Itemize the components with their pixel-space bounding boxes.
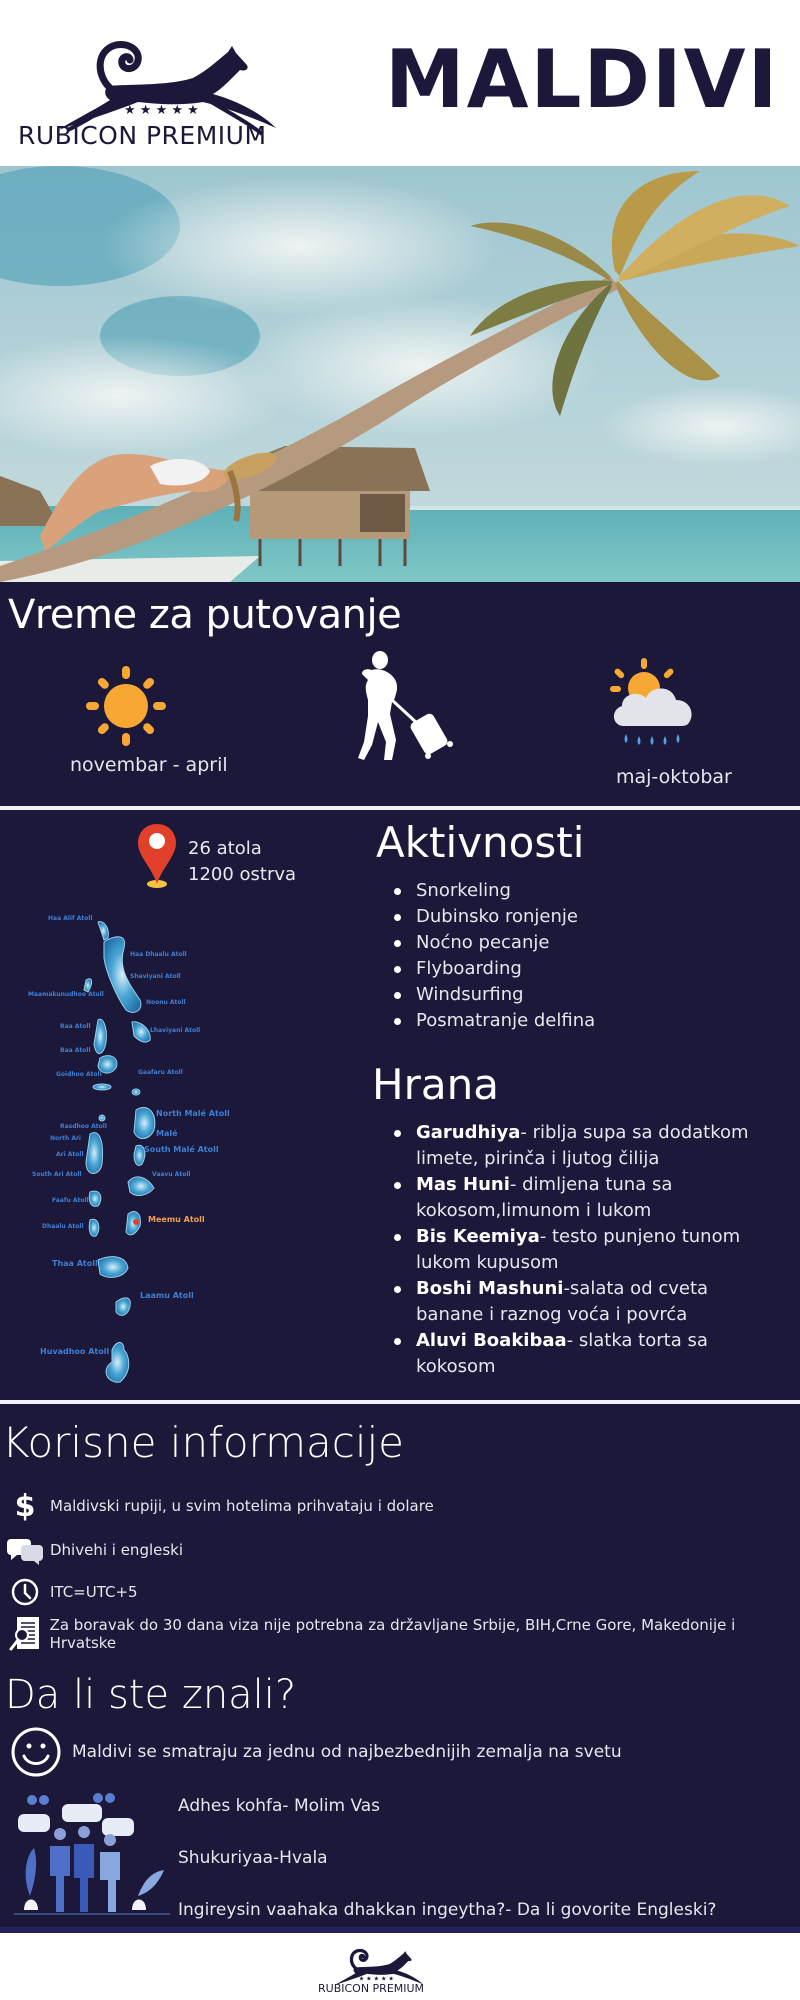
svg-text:South Ari Atoll: South Ari Atoll — [32, 1171, 82, 1178]
svg-text:Shaviyani Atoll: Shaviyani Atoll — [130, 973, 181, 980]
svg-text:Vaavu Atoll: Vaavu Atoll — [152, 1171, 191, 1178]
info-row-timezone — [0, 1572, 138, 1612]
map-activities-food-section — [0, 812, 800, 1402]
smiley-icon — [0, 1726, 72, 1778]
svg-text:★ ★ ★ ★ ★: ★ ★ ★ ★ ★ — [124, 103, 199, 118]
svg-text:Raa Atoll: Raa Atoll — [60, 1023, 91, 1030]
list-item: Flyboarding — [386, 956, 595, 982]
useful-info-section — [0, 1406, 800, 1926]
svg-text:Maamakunudhoo Atoll: Maamakunudhoo Atoll — [28, 991, 104, 998]
phrase-do-you-speak-english: Ingireysin vaahaka dhakkan ingeytha?- Da li govorite Engleski? — [178, 1900, 717, 1920]
fact-text: Maldivi se smatraju za jednu od najbezbednijih zemalja na svetu — [72, 1742, 622, 1762]
dry-season-label: novembar - april — [70, 754, 228, 776]
dish-name: Garudhiya — [416, 1122, 521, 1143]
dish-name: Mas Huni — [416, 1174, 510, 1195]
list-item: Snorkeling — [386, 878, 595, 904]
svg-text:Malé: Malé — [156, 1129, 178, 1138]
info-text: Za boravak do 30 dana viza nije potrebna za državljane Srbije, BIH,Crne Gore, Makedonije i Hrvatske — [49, 1616, 736, 1652]
section-divider — [0, 1400, 800, 1404]
activities-list — [386, 878, 595, 1034]
dish-desc: - riblja supa sa dodatkom limete, pirinča i ljutog čilija — [416, 1122, 749, 1169]
atolls-count: 26 atola — [188, 838, 262, 859]
info-text: ITC=UTC+5 — [50, 1583, 138, 1601]
food-list — [386, 1120, 756, 1380]
svg-text:Rasdhoo Atoll: Rasdhoo Atoll — [60, 1123, 107, 1130]
section-title-travel-time: Vreme za putovanje — [8, 592, 402, 638]
section-title-activities: Aktivnosti — [376, 818, 585, 867]
section-title-food: Hrana — [372, 1060, 499, 1109]
svg-text:RUBICON PREMIUM: RUBICON PREMIUM — [18, 121, 267, 150]
people-talking-illustration — [14, 1792, 170, 1918]
svg-text:South Malé Atoll: South Malé Atoll — [144, 1145, 219, 1154]
wet-season-label: maj-oktobar — [616, 766, 732, 788]
dish-name: Bis Keemiya — [416, 1226, 540, 1247]
leaping-cat-logo-icon — [318, 1938, 428, 1996]
svg-text:Huvadhoo Atoll: Huvadhoo Atoll — [40, 1347, 110, 1356]
svg-text:Ari Atoll: Ari Atoll — [56, 1151, 84, 1158]
dish-desc: -salata od cveta banane i raznog voća i povrća — [416, 1278, 709, 1325]
list-item — [386, 1328, 756, 1380]
list-item — [386, 1224, 756, 1276]
sun-cloud-rain-icon — [606, 656, 700, 752]
dish-desc: - slatka torta sa kokosom — [416, 1330, 708, 1377]
svg-text:Noonu Atoll: Noonu Atoll — [146, 999, 186, 1006]
sun-icon — [84, 664, 168, 748]
fact-row-safety — [0, 1724, 622, 1780]
svg-text:Haa Dhaalu Atoll: Haa Dhaalu Atoll — [130, 951, 187, 958]
svg-text:Goidhoo Atoll: Goidhoo Atoll — [56, 1071, 102, 1078]
dish-name: Boshi Mashuni — [416, 1278, 564, 1299]
location-pin-icon — [138, 824, 176, 890]
phrase-thank-you: Shukuriyaa-Hvala — [178, 1848, 328, 1868]
list-item: Windsurfing — [386, 982, 595, 1008]
phrase-please: Adhes kohfa- Molim Vas — [178, 1796, 381, 1816]
svg-text:Meemu Atoll: Meemu Atoll — [148, 1215, 205, 1224]
section-title-useful-info: Korisne informacije — [2, 1418, 404, 1467]
document-search-icon — [0, 1615, 50, 1653]
info-row-language — [0, 1530, 183, 1570]
page-title: MALDIVI — [385, 33, 780, 126]
list-item — [386, 1276, 756, 1328]
rubicon-logo — [18, 20, 288, 150]
svg-text:Faafu Atoll: Faafu Atoll — [52, 1197, 89, 1204]
svg-text:Lhaviyani Atoll: Lhaviyani Atoll — [150, 1027, 201, 1034]
info-row-visa — [0, 1614, 800, 1654]
svg-text:Thaa Atoll: Thaa Atoll — [52, 1259, 98, 1268]
header — [0, 0, 800, 166]
svg-text:North Malé Atoll: North Malé Atoll — [156, 1109, 230, 1118]
list-item: Posmatranje delfina — [386, 1008, 595, 1034]
svg-text:Baa Atoll: Baa Atoll — [60, 1047, 91, 1054]
traveler-with-suitcase-icon — [358, 650, 464, 762]
list-item — [386, 1172, 756, 1224]
hero-image — [0, 166, 800, 582]
info-text: Dhivehi i engleski — [50, 1541, 184, 1559]
clock-icon — [0, 1577, 50, 1607]
maldives-atolls-map — [20, 892, 230, 1402]
info-row-currency — [0, 1486, 434, 1526]
info-text: Maldivski rupiji, u svim hotelima prihvataju i dolare — [50, 1497, 434, 1515]
list-item: Noćno pecanje — [386, 930, 595, 956]
svg-text:RUBICON PREMIUM: RUBICON PREMIUM — [318, 1981, 425, 1995]
leaping-cat-logo-icon — [18, 20, 288, 150]
list-item — [386, 1120, 756, 1172]
list-item: Dubinsko ronjenje — [386, 904, 595, 930]
speech-bubbles-icon — [0, 1535, 50, 1565]
section-divider — [0, 806, 800, 810]
svg-text:Dhaalu Atoll: Dhaalu Atoll — [42, 1223, 84, 1230]
svg-text:Laamu Atoll: Laamu Atoll — [140, 1291, 194, 1300]
footer-rubicon-logo — [318, 1938, 428, 1996]
islands-count: 1200 ostrva — [188, 864, 297, 885]
beach-palm-photo — [0, 166, 800, 582]
section-title-did-you-know: Da li ste znali? — [5, 1672, 297, 1718]
footer — [0, 1933, 800, 2000]
dish-desc: - testo punjeno tunom lukom kupusom — [416, 1226, 741, 1273]
svg-text:★ ★ ★ ★ ★: ★ ★ ★ ★ ★ — [358, 1975, 394, 1983]
dish-desc: - dimljena tuna sa kokosom,limunom i lukom — [416, 1174, 673, 1221]
dollar-icon: $ — [14, 1488, 36, 1524]
travel-time-section — [0, 582, 800, 808]
svg-text:North Ari: North Ari — [50, 1135, 81, 1142]
svg-text:Haa Alif Atoll: Haa Alif Atoll — [48, 915, 93, 922]
dish-name: Aluvi Boakibaa — [416, 1330, 567, 1351]
svg-text:Gaafaru Atoll: Gaafaru Atoll — [138, 1069, 183, 1076]
